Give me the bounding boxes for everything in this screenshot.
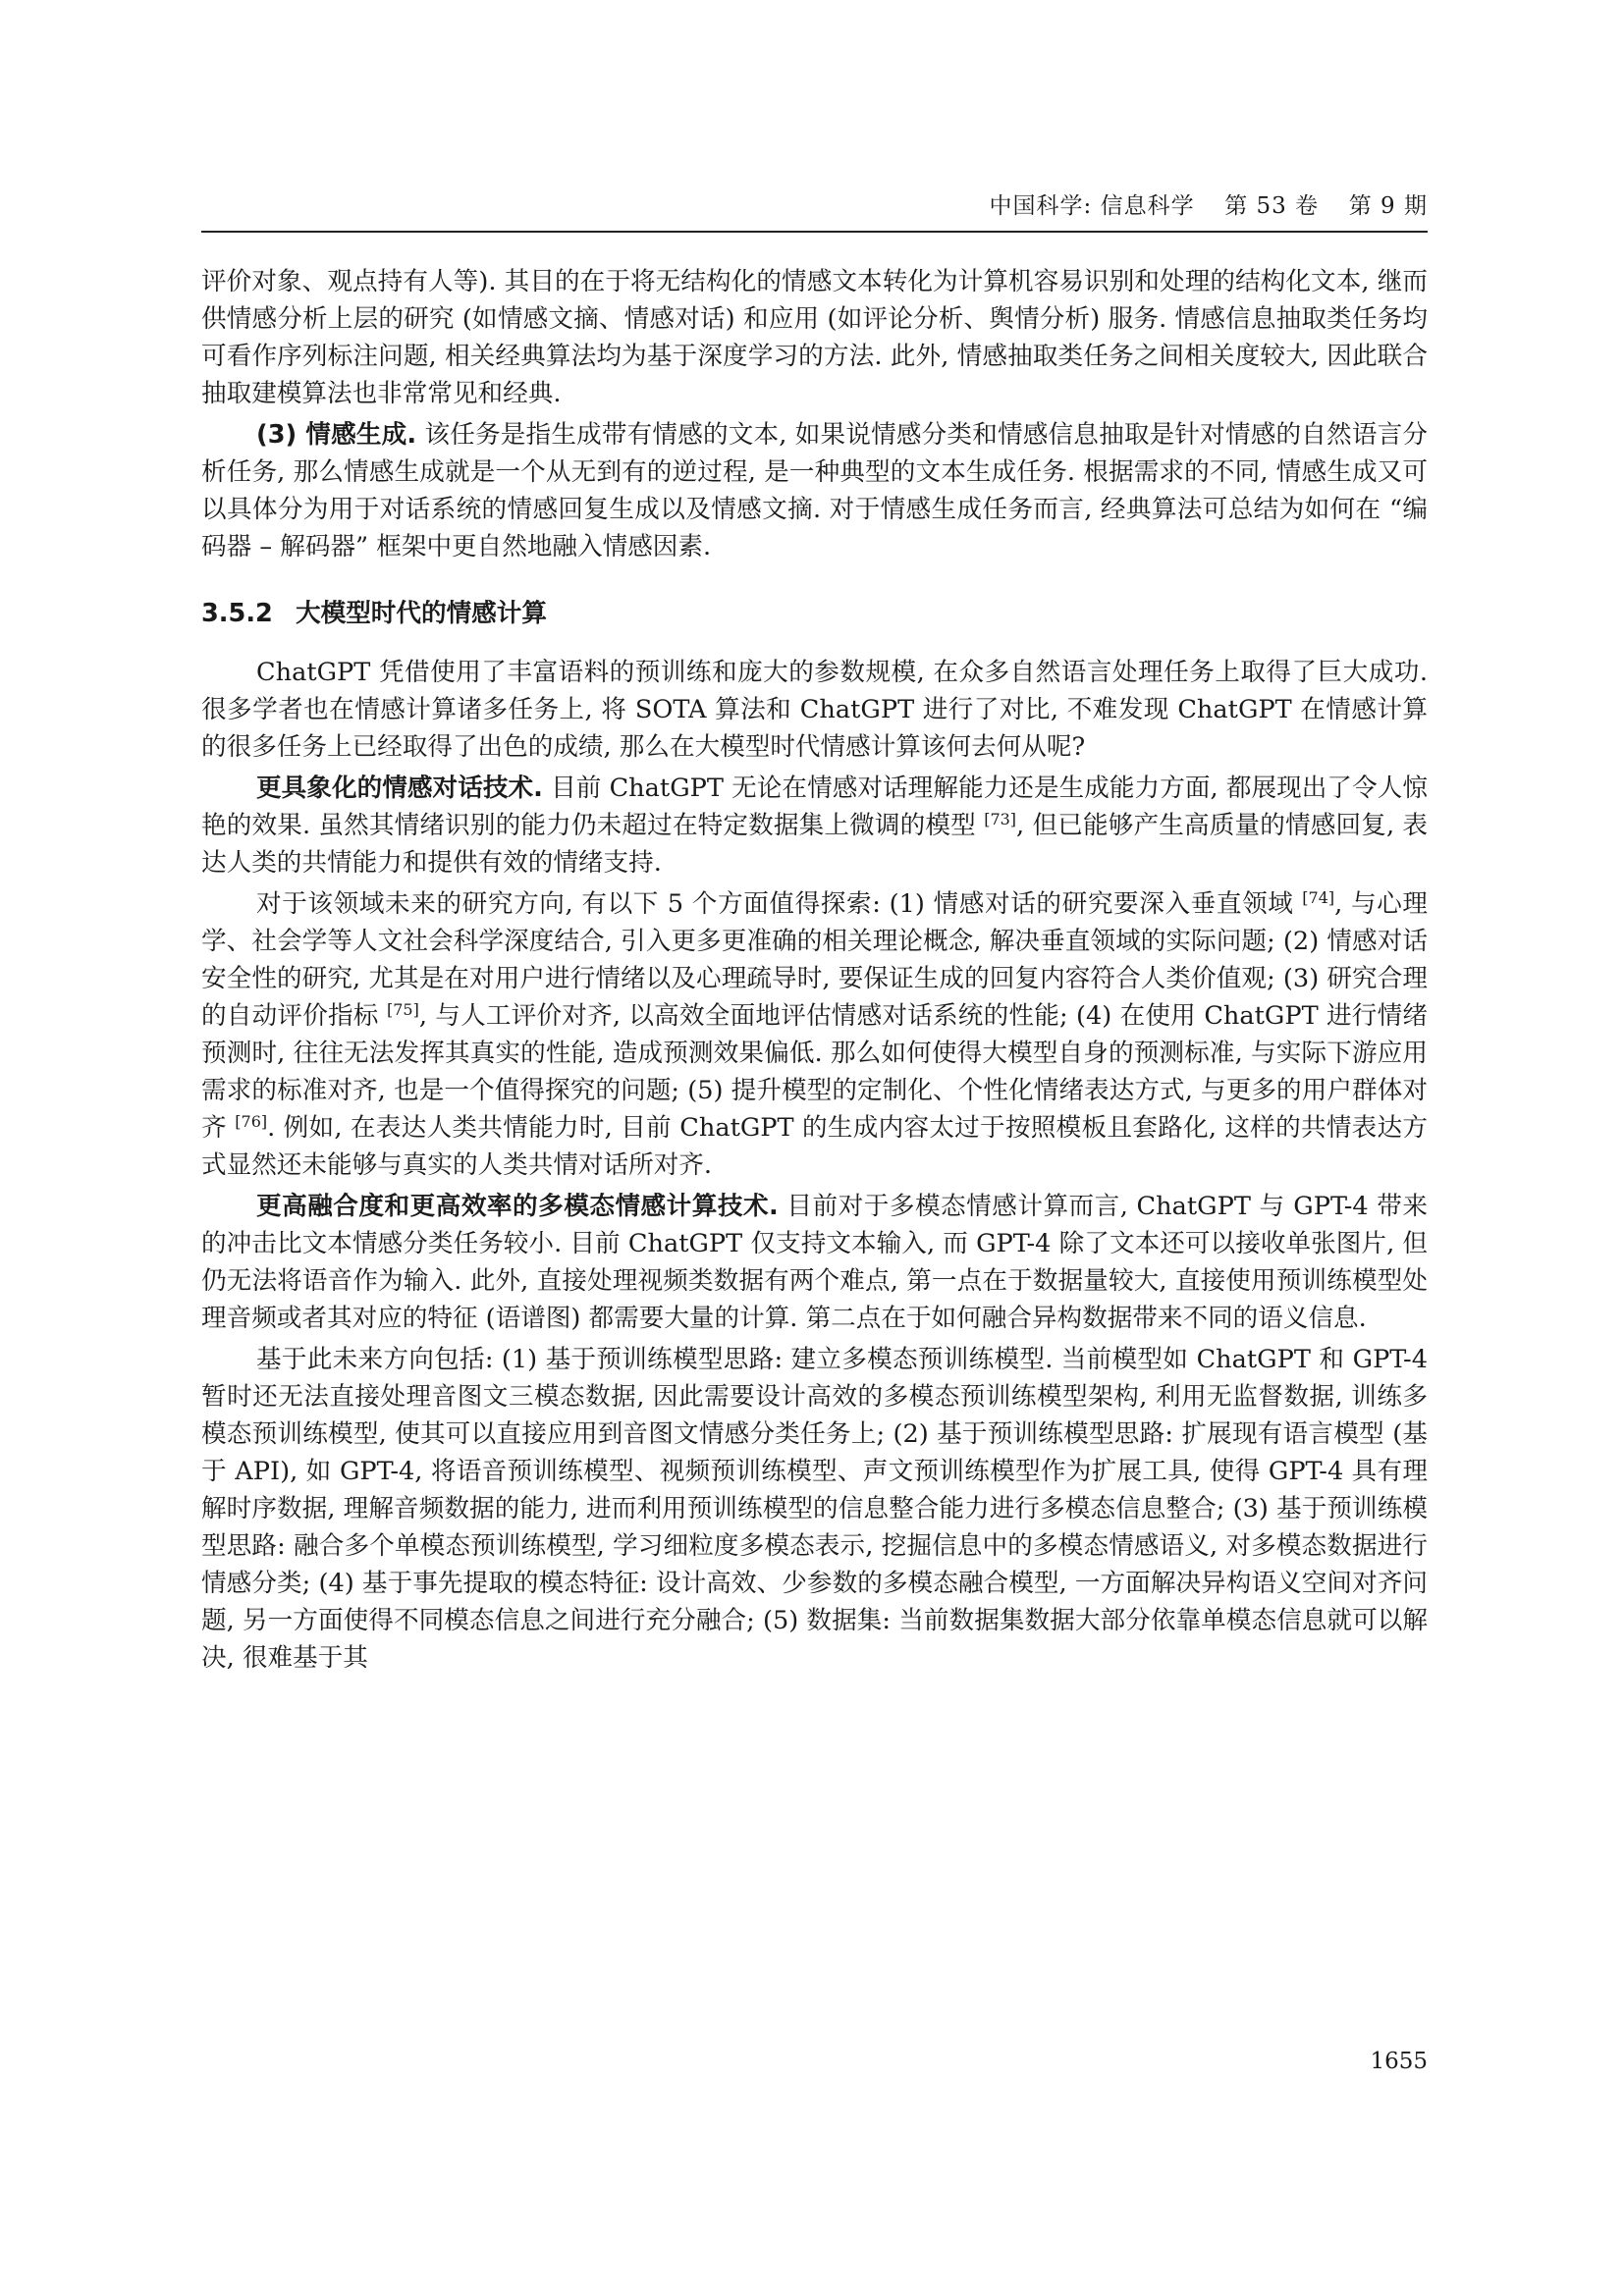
citation: [76] bbox=[235, 1112, 268, 1131]
volume-number: 第 53 卷 bbox=[1224, 193, 1320, 219]
journal-name: 中国科学: 信息科学 bbox=[989, 193, 1195, 219]
section-number: 3.5.2 bbox=[201, 599, 273, 628]
citation: [74] bbox=[1302, 888, 1335, 907]
paragraph-text: 对于该领域未来的研究方向, 有以下 5 个方面值得探索: (1) 情感对话的研究要深入垂直领域 bbox=[256, 889, 1303, 919]
paragraph-lead: 更具象化的情感对话技术. bbox=[256, 774, 543, 803]
section-heading bbox=[201, 595, 1428, 632]
paragraph-continuation: 评价对象、观点持有人等). 其目的在于将无结构化的情感文本转化为计算机容易识别和处理的结构化文本, 继而供情感分析上层的研究 (如情感文摘、情感对话) 和应用 (如评论分析、舆情分析) 服务. 情感信息抽取类任务均可看作序列标注问题, 相关经典算法均为基于深度学习的方法. 此外, 情感抽取类任务之间相关度较大, 因此联合抽取建模算法也非常常见和经典. bbox=[201, 267, 1428, 408]
paragraph-text: 该任务是指生成带有情感的文本, 如果说情感分类和情感信息抽取是针对情感的自然语言分析任务, 那么情感生成就是一个从无到有的逆过程, 是一种典型的文本生成任务. 根据需求的不同, 情感生成又可以具体分为用于对话系统的情感回复生成以及情感文摘. 对于情感生成任务而言, 经典算法可总结为如何在 “编码器 – 解码器” 框架中更自然地融入情感因素. bbox=[201, 420, 1428, 561]
paragraph-multimodal-directions: 基于此未来方向包括: (1) 基于预训练模型思路: 建立多模态预训练模型. 当前模型如 ChatGPT 和 GPT-4 暂时还无法直接处理音图文三模态数据, 因此需要设计高效的多模态预训练模型架构, 利用无监督数据, 训练多模态预训练模型, 使其可以直接应用到音图文情感分类任务上; (2) 基于预训练模型思路: 扩展现有语言模型 (基于 API), 如 GPT-4, 将语音预训练模型、视频预训练模型、声文预训练模型作为扩展工具, 使得 GPT-4 具有理解时序数据, 理解音频数据的能力, 进而利用预训练模型的信息整合能力进行多模态信息整合; (3) 基于预训练模型思路: 融合多个单模态预训练模型, 学习细粒度多模态表示, 挖掘信息中的多模态情感语义, 对多模态数据进行情感分类; (4) 基于事先提取的模态特征: 设计高效、少参数的多模态融合模型, 一方面解决异构语义空间对齐问题, 另一方面使得不同模态信息之间进行充分融合; (5) 数据集: 当前数据集数据大部分依靠单模态信息就可以解决, 很难基于其 bbox=[201, 1345, 1428, 1673]
paragraph-chatgpt: ChatGPT 凭借使用了丰富语料的预训练和庞大的参数规模, 在众多自然语言处理任务上取得了巨大成功. 很多学者也在情感计算诸多任务上, 将 SOTA 算法和 ChatGPT 进行了对比, 不难发现 ChatGPT 在情感计算的很多任务上已经取得了出色的成绩, 那么在大模型时代情感计算该何去何从呢? bbox=[201, 658, 1428, 762]
paragraph-text: 目前 ChatGPT 无论在情感对话理解能力还是生成能力方面, 都展现出了令人惊艳的效果. 虽然其情绪识别的能力仍未超过在特定数据集上微调的模型 bbox=[201, 774, 1428, 840]
citation: [75] bbox=[386, 1000, 419, 1019]
paragraph-emotion-generation bbox=[201, 416, 1428, 565]
section-title: 大模型时代的情感计算 bbox=[296, 599, 547, 628]
paragraph-lead: 更高融合度和更高效率的多模态情感计算技术. bbox=[256, 1192, 779, 1221]
paragraph-text: 目前对于多模态情感计算而言, ChatGPT 与 GPT-4 带来的冲击比文本情感分类任务较小. 目前 ChatGPT 仅支持文本输入, 而 GPT-4 除了文本还可以接收单张图片, 但仍无法将语音作为输入. 此外, 直接处理视频类数据有两个难点, 第一点在于数据量较大, 直接使用预训练模型处理音频或者其对应的特征 (语谱图) 都需要大量的计算. 第二点在于如何融合异构数据带来不同的语义信息. bbox=[201, 1192, 1428, 1333]
paragraph-text: , 与人工评价对齐, 以高效全面地评估情感对话系统的性能; (4) 在使用 ChatGPT 进行情绪预测时, 往往无法发挥其真实的性能, 造成预测效果偏低. 那么如何使得大模型自身的预测标准, 与实际下游应用需求的标准对齐, 也是一个值得探究的问题; (5) 提升模型的定制化、个性化情绪表达方式, 与更多的用户群体对齐 bbox=[201, 1001, 1429, 1143]
paragraph-multimodal bbox=[201, 1188, 1428, 1337]
page-body bbox=[201, 263, 1428, 1677]
paragraph-text: , 但已能够产生高质量的情感回复, 表达人类的共情能力和提供有效的情绪支持. bbox=[201, 811, 1428, 878]
paragraph-text: , 与心理学、社会学等人文社会科学深度结合, 引入更多更准确的相关理论概念, 解决垂直领域的实际问题; (2) 情感对话安全性的研究, 尤其是在对用户进行情绪以及心理疏导时, 要保证生成的回复内容符合人类价值观; (3) 研究合理的自动评价指标 bbox=[201, 889, 1429, 1031]
paragraph-dialogue-tech bbox=[201, 770, 1428, 881]
paragraph-lead: (3) 情感生成. bbox=[256, 420, 417, 450]
citation: [73] bbox=[984, 810, 1017, 828]
issue-number: 第 9 期 bbox=[1348, 193, 1428, 219]
paragraph-text: . 例如, 在表达人类共情能力时, 目前 ChatGPT 的生成内容太过于按照模板且套路化, 这样的共情表达方式显然还未能够与真实的人类共情对话所对齐. bbox=[201, 1113, 1429, 1180]
running-header bbox=[201, 191, 1428, 233]
page-number: 1655 bbox=[1370, 2049, 1428, 2074]
paragraph-future-directions bbox=[201, 885, 1428, 1184]
